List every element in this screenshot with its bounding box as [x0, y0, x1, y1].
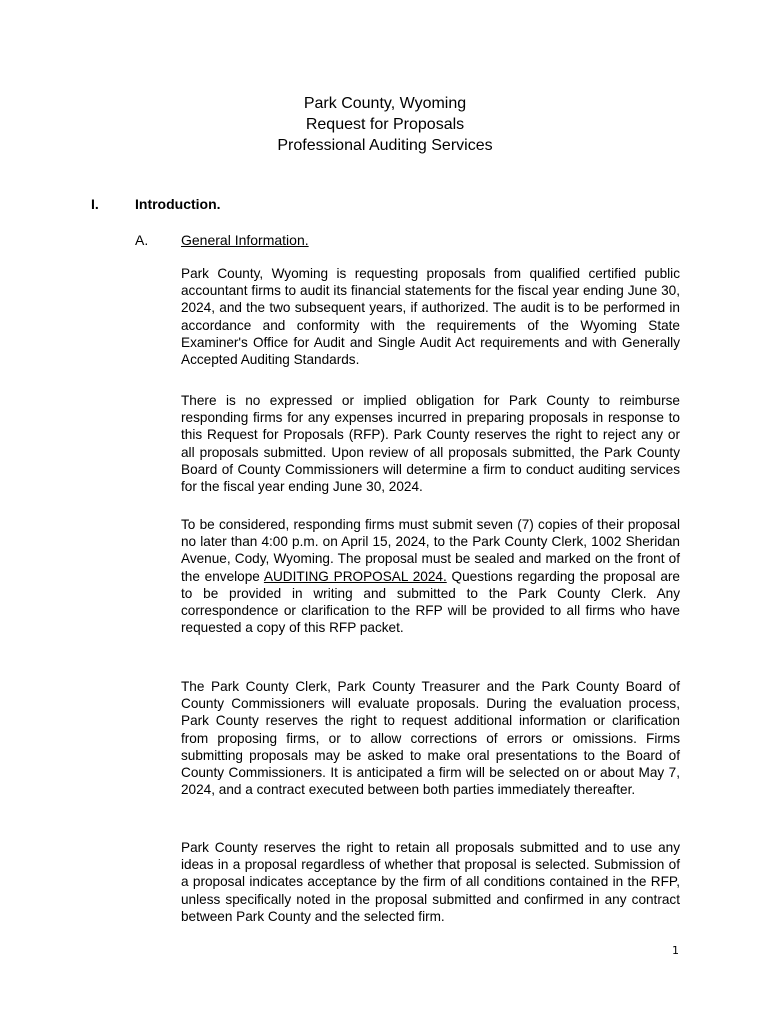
title-line-services: Professional Auditing Services: [277, 137, 493, 154]
section-title: Introduction.: [135, 196, 221, 212]
subsection-title: General Information.: [181, 232, 309, 248]
paragraph-purpose: Park County, Wyoming is requesting proposals from qualified certified public accountant firms to audit its financial statements for the fiscal year ending June 30, 2024, and the two subsequent years, if authorized. The audit is to be performed in accordance and conformity with the requirements of the Wyoming State Examiner's Office for Audit and Single Audit Act requirements and with Generally Accepted Auditing Standards.: [181, 266, 680, 368]
document-title: [0, 93, 770, 156]
paragraph-submission: [181, 516, 680, 636]
subsection-letter: A.: [135, 232, 149, 248]
paragraph-evaluation: The Park County Clerk, Park County Treasurer and the Park County Board of County Commissioners will evaluate proposals. During the evaluation process, Park County reserves the right to request additional information or clarification from proposing firms, or to allow corrections of errors or omissions. Firms submitting proposals may be asked to make oral presentations to the Board of County Commissioners. It is anticipated a firm will be selected on or about May 7, 2024, and a contract executed between both parties immediately thereafter.: [181, 679, 680, 798]
submission-text-before: To be considered, responding firms must submit seven (7) copies of their proposal no later than 4:00 p.m. on April 15, 2024, to the Park County Clerk, 1002 Sheridan Avenue, Cody, Wyoming. The proposal must be sealed and marked on the front of the envelope: [181, 517, 680, 584]
envelope-marking: AUDITING PROPOSAL 2024.: [263, 568, 447, 584]
section-number: I.: [91, 196, 99, 212]
page-number: 1: [672, 944, 679, 957]
title-line-county: Park County, Wyoming: [303, 95, 467, 112]
submission-text-after: Questions regarding the proposal are to be provided in writing and submitted to the Park County Clerk. Any correspondence or clarification to the RFP will be provided to all firms who have requested a copy of this RFP packet.: [181, 568, 680, 636]
paragraph-retention: Park County reserves the right to retain all proposals submitted and to use any ideas in a proposal regardless of whether that proposal is selected. Submission of a proposal indicates acceptance by the firm of all conditions contained in the RFP, unless specifically noted in the proposal submitted and confirmed in any contract between Park County and the selected firm.: [181, 840, 680, 924]
paragraph-obligation: There is no expressed or implied obligation for Park County to reimburse responding firms for any expenses incurred in preparing proposals in response to this Request for Proposals (RFP). Park County reserves the right to reject any or all proposals submitted. Upon review of all proposals submitted, the Park County Board of County Commissioners will determine a firm to conduct auditing services for the fiscal year ending June 30, 2024.: [181, 393, 680, 495]
title-line-rfp: Request for Proposals: [305, 116, 465, 133]
